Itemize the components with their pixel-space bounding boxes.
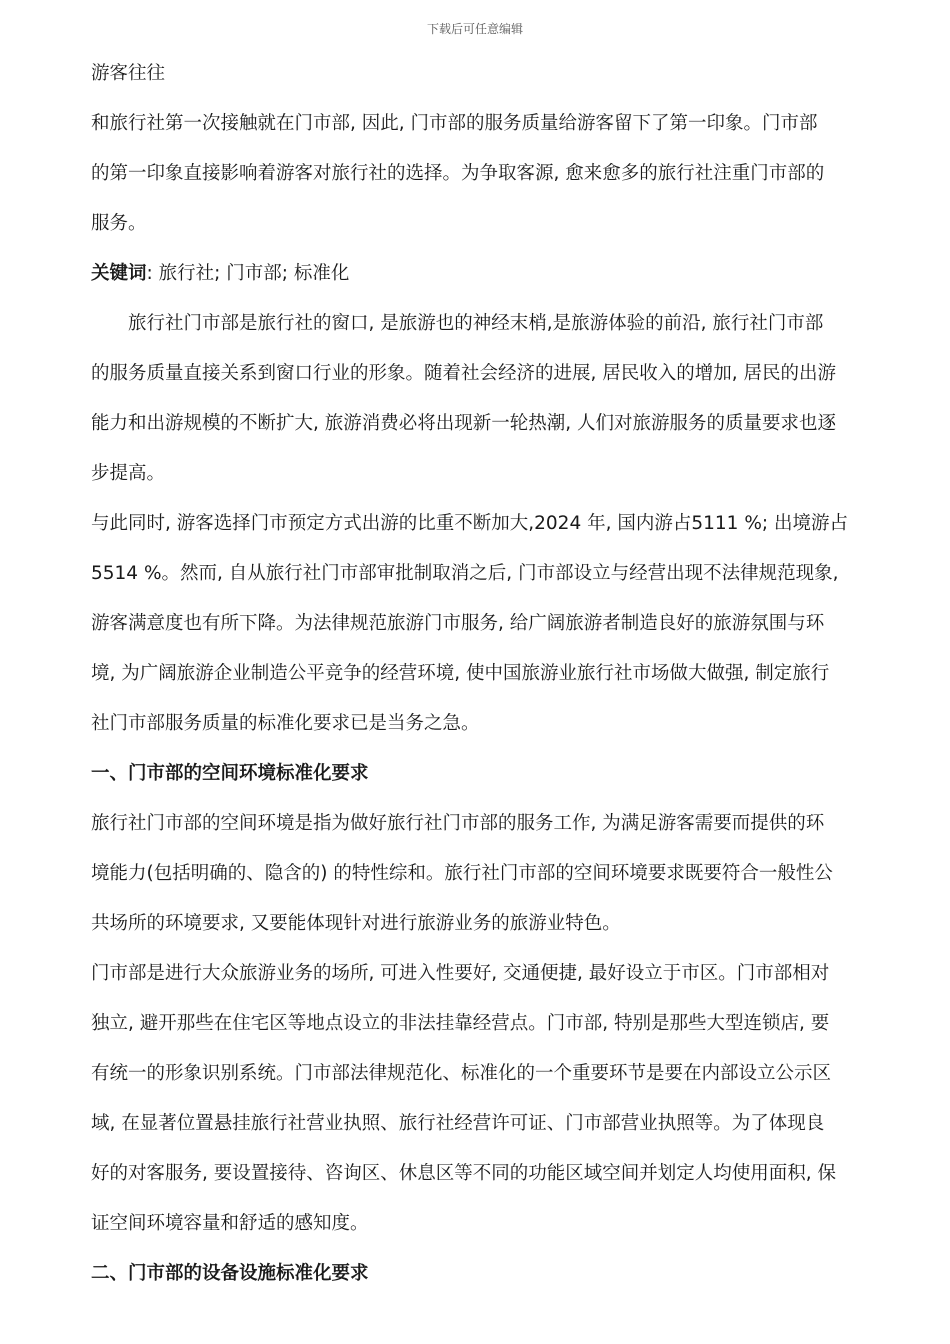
paragraph-line: 的服务质量直接关系到窗口行业的形象。随着社会经济的进展, 居民收入的增加, 居民的出游 — [91, 363, 837, 384]
section-heading: 二、门市部的设备设施标准化要求 — [91, 1263, 369, 1284]
paragraph-line: 和旅行社第一次接触就在门市部, 因此, 门市部的服务质量给游客留下了第一印象。门市部 — [91, 113, 818, 134]
page-header: 下载后可任意编辑 — [426, 22, 523, 36]
paragraph-line: 独立, 避开那些在住宅区等地点设立的非法挂靠经营点。门市部, 特别是那些大型连锁店, 要 — [91, 1013, 830, 1034]
paragraph-line: 有统一的形象识别系统。门市部法律规范化、标准化的一个重要环节是要在内部设立公示区 — [91, 1063, 832, 1084]
paragraph-line: 社门市部服务质量的标准化要求已是当务之急。 — [91, 713, 480, 734]
paragraph-line: 境能力(包括明确的、隐含的) 的特性综和。旅行社门市部的空间环境要求既要符合一般性公 — [91, 863, 833, 884]
paragraph-line: 5514 %。然而, 自从旅行社门市部审批制取消之后, 门市部设立与经营出现不法律规范现象, — [91, 563, 839, 584]
keywords-text: : 旅行社; 门市部; 标准化 — [146, 263, 350, 284]
paragraph-line: 共场所的环境要求, 又要能体现针对进行旅游业务的旅游业特色。 — [91, 913, 621, 934]
section-heading: 一、门市部的空间环境标准化要求 — [91, 763, 369, 784]
paragraph-line: 好的对客服务, 要设置接待、咨询区、休息区等不同的功能区域空间并划定人均使用面积, 保 — [91, 1163, 837, 1184]
document-body — [91, 49, 861, 1299]
paragraph-line: 游客往往 — [91, 63, 166, 84]
paragraph-line: 旅行社门市部的空间环境是指为做好旅行社门市部的服务工作, 为满足游客需要而提供的环 — [91, 813, 825, 834]
paragraph-line: 步提高。 — [91, 463, 166, 484]
keywords-label: 关键词 — [91, 263, 147, 284]
paragraph-line: 游客满意度也有所下降。为法律规范旅游门市服务, 给广阔旅游者制造良好的旅游氛围与环 — [91, 613, 825, 634]
paragraph-line: 门市部是进行大众旅游业务的场所, 可进入性要好, 交通便捷, 最好设立于市区。门市部相对 — [91, 963, 830, 984]
paragraph-line: 域, 在显著位置悬挂旅行社营业执照、旅行社经营许可证、门市部营业执照等。为了体现良 — [91, 1113, 825, 1134]
paragraph-line: 旅行社门市部是旅行社的窗口, 是旅游也的神经末梢,是旅游体验的前沿, 旅行社门市部 — [128, 313, 824, 334]
paragraph-line: 能力和出游规模的不断扩大, 旅游消费必将出现新一轮热潮, 人们对旅游服务的质量要求也逐 — [91, 413, 837, 434]
paragraph-line: 服务。 — [91, 213, 147, 234]
paragraph-line: 与此同时, 游客选择门市预定方式出游的比重不断加大,2024 年, 国内游占5111 %; 出境游占 — [91, 513, 849, 534]
paragraph-line: 的第一印象直接影响着游客对旅行社的选择。为争取客源, 愈来愈多的旅行社注重门市部的 — [91, 163, 825, 184]
paragraph-line: 证空间环境容量和舒适的感知度。 — [91, 1213, 369, 1234]
keywords-line — [91, 249, 861, 299]
paragraph-line: 境, 为广阔旅游企业制造公平竞争的经营环境, 使中国旅游业旅行社市场做大做强, 制定旅行 — [91, 663, 830, 684]
